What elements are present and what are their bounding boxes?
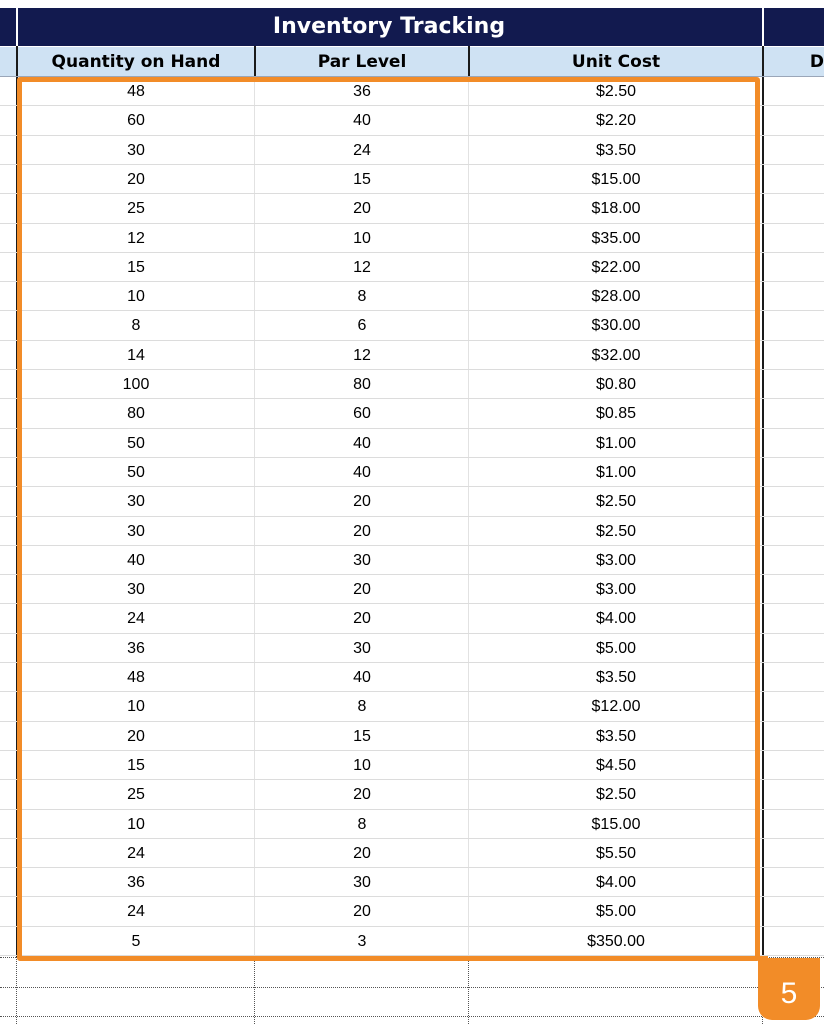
empty-row-border [0, 1016, 824, 1017]
cell-unit-cost[interactable]: $15.00 [591, 815, 641, 833]
cell-par-level[interactable]: 36 [353, 83, 371, 100]
empty-column-border [16, 957, 17, 1024]
cell-quantity-on-hand[interactable]: 100 [122, 376, 150, 393]
cell-quantity-on-hand[interactable]: 30 [127, 581, 145, 599]
sheet-title: Inventory Tracking [272, 14, 506, 39]
empty-row-border [0, 987, 824, 988]
cell-par-level[interactable]: 40 [353, 463, 371, 481]
cell-quantity-on-hand[interactable]: 15 [127, 258, 145, 276]
cell-par-level[interactable]: 15 [353, 727, 371, 745]
cell-unit-cost[interactable]: $32.00 [591, 346, 641, 364]
cell-par-level[interactable]: 12 [353, 346, 371, 364]
cell-quantity-on-hand[interactable]: 24 [127, 610, 145, 628]
cell-quantity-on-hand[interactable]: 60 [127, 112, 145, 130]
cell-quantity-on-hand[interactable]: 5 [131, 932, 141, 950]
cell-par-level[interactable]: 15 [353, 170, 371, 188]
cell-unit-cost[interactable]: $4.00 [595, 610, 637, 628]
cell-unit-cost[interactable]: $15.00 [591, 170, 641, 188]
cell-quantity-on-hand[interactable]: 48 [127, 669, 145, 686]
cell-unit-cost[interactable]: $4.50 [595, 756, 637, 774]
cell-par-level[interactable]: 40 [353, 434, 371, 452]
cell-unit-cost[interactable]: $0.80 [595, 376, 637, 393]
cell-unit-cost[interactable]: $3.50 [595, 141, 637, 159]
cell-par-level[interactable]: 3 [357, 932, 367, 950]
cell-quantity-on-hand[interactable]: 40 [127, 551, 145, 569]
cell-quantity-on-hand[interactable]: 20 [127, 727, 145, 745]
cell-par-level[interactable]: 20 [353, 200, 371, 218]
cell-par-level[interactable]: 30 [353, 551, 371, 569]
cell-par-level[interactable]: 10 [353, 756, 371, 774]
cell-unit-cost[interactable]: $1.00 [595, 434, 637, 452]
cell-unit-cost[interactable]: $0.85 [595, 405, 637, 423]
cell-quantity-on-hand[interactable]: 25 [127, 200, 145, 218]
cell-quantity-on-hand[interactable]: 24 [127, 844, 145, 862]
column-header-left-partial[interactable] [0, 46, 16, 77]
cell-unit-cost[interactable]: $2.50 [595, 83, 637, 100]
cell-quantity-on-hand[interactable]: 24 [127, 903, 145, 921]
cell-par-level[interactable]: 24 [353, 141, 371, 159]
cell-par-level[interactable]: 12 [353, 258, 371, 276]
cell-unit-cost[interactable]: $3.00 [595, 581, 637, 599]
cell-par-level[interactable]: 20 [353, 844, 371, 862]
column-header-par-level[interactable]: Par Level [256, 46, 468, 77]
cell-unit-cost[interactable]: $30.00 [591, 317, 641, 335]
cell-par-level[interactable]: 60 [353, 405, 371, 423]
cell-quantity-on-hand[interactable]: 12 [127, 229, 145, 247]
cell-unit-cost[interactable]: $2.50 [595, 522, 637, 540]
cell-par-level[interactable]: 40 [353, 112, 371, 130]
cell-par-level[interactable]: 30 [353, 874, 371, 892]
cell-quantity-on-hand[interactable]: 50 [127, 463, 145, 481]
cell-quantity-on-hand[interactable]: 15 [127, 756, 145, 774]
cell-par-level[interactable]: 6 [357, 317, 367, 335]
cell-quantity-on-hand[interactable]: 10 [127, 698, 145, 716]
cell-unit-cost[interactable]: $5.00 [595, 903, 637, 921]
cell-quantity-on-hand[interactable]: 25 [127, 786, 145, 804]
cell-quantity-on-hand[interactable]: 10 [127, 815, 145, 833]
cell-par-level[interactable]: 8 [357, 698, 367, 716]
cell-quantity-on-hand[interactable]: 10 [127, 288, 145, 306]
cell-quantity-on-hand[interactable]: 20 [127, 170, 145, 188]
cell-par-level[interactable]: 20 [353, 610, 371, 628]
cell-par-level[interactable]: 20 [353, 581, 371, 599]
cell-quantity-on-hand[interactable]: 50 [127, 434, 145, 452]
cell-unit-cost[interactable]: $18.00 [591, 200, 641, 218]
column-header-unit-cost[interactable]: Unit Cost [470, 46, 762, 77]
cell-unit-cost[interactable]: $5.00 [595, 639, 637, 657]
cell-quantity-on-hand[interactable]: 30 [127, 141, 145, 159]
cell-par-level[interactable]: 20 [353, 493, 371, 511]
cell-unit-cost[interactable]: $22.00 [591, 258, 641, 276]
column-header-partial-right[interactable]: D [764, 46, 824, 77]
cell-par-level[interactable]: 80 [353, 376, 371, 393]
cell-par-level[interactable]: 10 [353, 229, 371, 247]
cell-quantity-on-hand[interactable]: 14 [127, 346, 145, 364]
cell-unit-cost[interactable]: $2.50 [595, 786, 637, 804]
cell-quantity-on-hand[interactable]: 8 [131, 317, 141, 335]
empty-column-border [468, 957, 469, 1024]
band-separator-right [762, 8, 764, 46]
cell-unit-cost[interactable]: $3.50 [595, 727, 637, 745]
cell-unit-cost[interactable]: $5.50 [595, 844, 637, 862]
cell-quantity-on-hand[interactable]: 80 [127, 405, 145, 423]
cell-quantity-on-hand[interactable]: 30 [127, 522, 145, 540]
cell-unit-cost[interactable]: $12.00 [591, 698, 641, 716]
selection-highlight [17, 77, 760, 961]
cell-unit-cost[interactable]: $28.00 [591, 288, 641, 306]
cell-quantity-on-hand[interactable]: 48 [127, 83, 145, 100]
column-header-quantity-on-hand[interactable]: Quantity on Hand [18, 46, 254, 77]
empty-column-border [254, 957, 255, 1024]
cell-par-level[interactable]: 20 [353, 786, 371, 804]
cell-par-level[interactable]: 8 [357, 815, 367, 833]
cell-unit-cost[interactable]: $1.00 [595, 463, 637, 481]
cell-quantity-on-hand[interactable]: 36 [127, 639, 145, 657]
step-badge-number: 5 [780, 977, 798, 1010]
cell-unit-cost[interactable]: $4.00 [595, 874, 637, 892]
cell-par-level[interactable]: 20 [353, 522, 371, 540]
cell-unit-cost[interactable]: $3.50 [595, 669, 637, 686]
cell-unit-cost[interactable]: $2.20 [595, 112, 637, 130]
cell-unit-cost[interactable]: $2.50 [595, 493, 637, 511]
cell-quantity-on-hand[interactable]: 30 [127, 493, 145, 511]
cell-par-level[interactable]: 30 [353, 639, 371, 657]
cell-par-level[interactable]: 20 [353, 903, 371, 921]
cell-unit-cost[interactable]: $350.00 [587, 932, 645, 950]
cell-quantity-on-hand[interactable]: 36 [127, 874, 145, 892]
cell-unit-cost[interactable]: $3.00 [595, 551, 637, 569]
cell-par-level[interactable]: 40 [353, 669, 371, 686]
cell-par-level[interactable]: 8 [357, 288, 367, 306]
cell-unit-cost[interactable]: $35.00 [591, 229, 641, 247]
